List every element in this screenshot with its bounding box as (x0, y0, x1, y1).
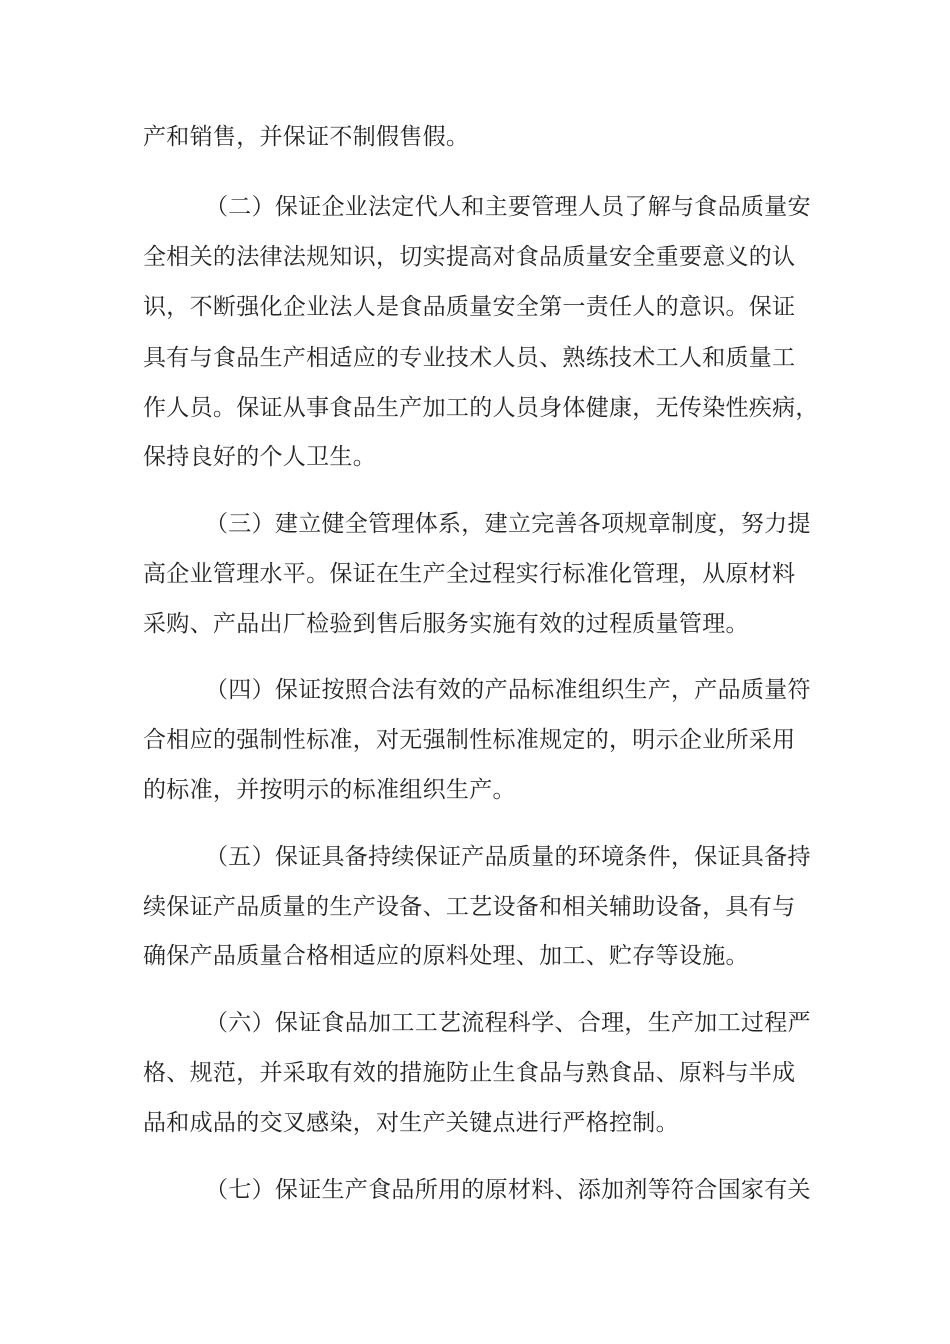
paragraph-line: 的标准，并按明示的标准组织生产。 (143, 777, 516, 803)
paragraph-line: 产和销售，并保证不制假售假。 (143, 124, 470, 150)
paragraph-line: （五）保证具备持续保证产品质量的环境条件，保证具备持 (205, 844, 811, 870)
paragraph-line: 全相关的法律法规知识，切实提高对食品质量安全重要意义的认 (143, 244, 796, 270)
paragraph-line: 合相应的强制性标准，对无强制性标准规定的，明示企业所采用 (143, 727, 796, 753)
paragraph-line: （三）建立健全管理体系，建立完善各项规章制度，努力提 (205, 511, 811, 537)
paragraph-line: 确保产品质量合格相适应的原料处理、加工、贮存等设施。 (143, 943, 749, 969)
paragraph-line: 保持良好的个人卫生。 (143, 444, 376, 470)
paragraph-line: （二）保证企业法定代人和主要管理人员了解与食品质量安 (205, 194, 811, 220)
paragraph-line: 续保证产品质量的生产设备、工艺设备和相关辅助设备，具有与 (143, 894, 796, 920)
paragraph-line: 作人员。保证从事食品生产加工的人员身体健康，无传染性疾病， (143, 395, 819, 421)
paragraph-line: （六）保证食品加工工艺流程科学、合理，生产加工过程严 (205, 1010, 811, 1036)
paragraph-line: （七）保证生产食品所用的原材料、添加剂等符合国家有关 (205, 1177, 811, 1203)
paragraph-line: （四）保证按照合法有效的产品标准组织生产，产品质量符 (205, 677, 811, 703)
paragraph-line: 具有与食品生产相适应的专业技术人员、熟练技术工人和质量工 (143, 345, 796, 371)
paragraph-line: 识，不断强化企业法人是食品质量安全第一责任人的意识。保证 (143, 294, 796, 320)
paragraph-line: 格、规范，并采取有效的措施防止生食品与熟食品、原料与半成 (143, 1060, 796, 1086)
paragraph-line: 采购、产品出厂检验到售后服务实施有效的过程质量管理。 (143, 611, 749, 637)
paragraph-line: 品和成品的交叉感染，对生产关键点进行严格控制。 (143, 1110, 679, 1136)
paragraph-line: 高企业管理水平。保证在生产全过程实行标准化管理，从原材料 (143, 561, 796, 587)
